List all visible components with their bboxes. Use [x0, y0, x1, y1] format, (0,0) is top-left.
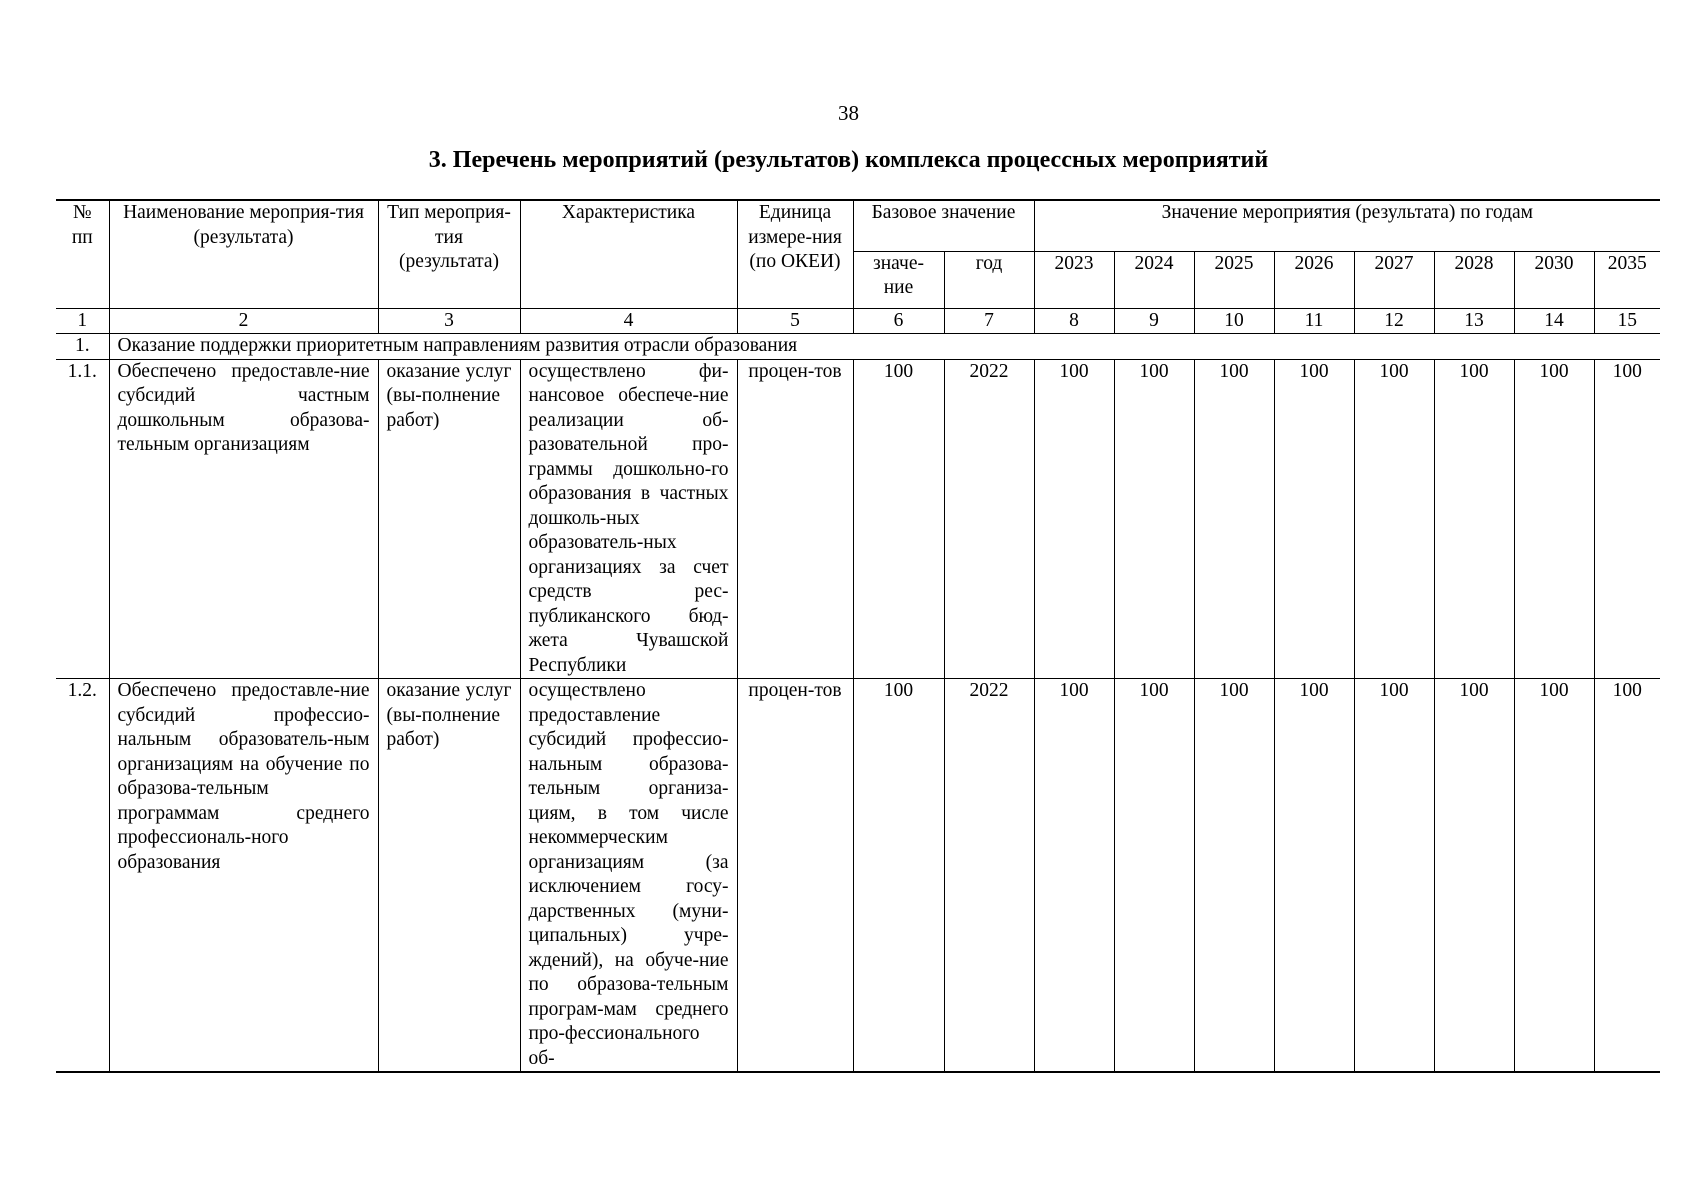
- row-value: 100: [1194, 679, 1274, 1073]
- measures-table: [56, 199, 1660, 1073]
- column-number: 9: [1114, 308, 1194, 334]
- row-value: 100: [1354, 679, 1434, 1073]
- header-year: 2026: [1274, 251, 1354, 308]
- row-value: 100: [1034, 359, 1114, 679]
- column-number: 3: [378, 308, 520, 334]
- column-number: 4: [520, 308, 737, 334]
- row-num: 1.2.: [56, 679, 109, 1073]
- column-number: 1: [56, 308, 109, 334]
- row-characteristic: осуществлено предоставление субсидий профессио-нальным образова-тельным организа-циям, в том числе некоммерческим организациям (за исключением госу-дарственных (муни-ципальных) учре-ждений), на обуче-ние по образова-тельным програм-мам среднего про-фессионального об-: [520, 679, 737, 1073]
- row-value: 100: [1434, 359, 1514, 679]
- header-num: № пп: [56, 200, 109, 308]
- header-base-value: значе-ние: [853, 251, 944, 308]
- table-row: [56, 679, 1660, 1073]
- row-unit: процен-тов: [737, 679, 853, 1073]
- column-number: 13: [1434, 308, 1514, 334]
- column-number: 14: [1514, 308, 1594, 334]
- header-values-by-year: Значение мероприятия (результата) по годам: [1034, 200, 1660, 251]
- column-number: 5: [737, 308, 853, 334]
- header-type: Тип мероприя-тия (результата): [378, 200, 520, 308]
- row-type: оказание услуг (вы-полнение работ): [378, 359, 520, 679]
- row-base-value: 100: [853, 359, 944, 679]
- page-title: 3. Перечень мероприятий (результатов) комплекса процессных мероприятий: [428, 147, 1269, 173]
- column-number: 2: [109, 308, 378, 334]
- row-value: 100: [1434, 679, 1514, 1073]
- header-characteristic: Характеристика: [520, 200, 737, 308]
- column-number: 7: [944, 308, 1034, 334]
- header-year: 2024: [1114, 251, 1194, 308]
- header-year: 2035: [1594, 251, 1660, 308]
- header-base: Базовое значение: [853, 200, 1034, 251]
- row-value: 100: [1194, 359, 1274, 679]
- row-value: 100: [1274, 359, 1354, 679]
- row-base-value: 100: [853, 679, 944, 1073]
- column-number: 15: [1594, 308, 1660, 334]
- column-number: 12: [1354, 308, 1434, 334]
- row-value: 100: [1514, 359, 1594, 679]
- row-base-year: 2022: [944, 359, 1034, 679]
- column-number: 11: [1274, 308, 1354, 334]
- row-unit: процен-тов: [737, 359, 853, 679]
- row-name: Обеспечено предоставле-ние субсидий частным дошкольным образова-тельным организациям: [109, 359, 378, 679]
- section-title: Оказание поддержки приоритетным направлениям развития отрасли образования: [109, 334, 1660, 360]
- row-num: 1.1.: [56, 359, 109, 679]
- row-value: 100: [1594, 679, 1660, 1073]
- header-year: 2030: [1514, 251, 1594, 308]
- table-row: [56, 359, 1660, 679]
- row-base-year: 2022: [944, 679, 1034, 1073]
- row-type: оказание услуг (вы-полнение работ): [378, 679, 520, 1073]
- header-unit: Единица измере-ния (по ОКЕИ): [737, 200, 853, 308]
- section-num: 1.: [56, 334, 109, 360]
- header-year: 2027: [1354, 251, 1434, 308]
- row-name: Обеспечено предоставле-ние субсидий профессио-нальным образователь-ным организациям на обучение по образова-тельным программам среднего профессиональ-ного образования: [109, 679, 378, 1073]
- column-number: 10: [1194, 308, 1274, 334]
- row-value: 100: [1514, 679, 1594, 1073]
- row-value: 100: [1594, 359, 1660, 679]
- header-year: 2028: [1434, 251, 1514, 308]
- row-value: 100: [1114, 359, 1194, 679]
- row-value: 100: [1034, 679, 1114, 1073]
- row-value: 100: [1274, 679, 1354, 1073]
- header-year: 2023: [1034, 251, 1114, 308]
- row-value: 100: [1354, 359, 1434, 679]
- header-name: Наименование мероприя-тия (результата): [109, 200, 378, 308]
- header-year: 2025: [1194, 251, 1274, 308]
- column-number: 8: [1034, 308, 1114, 334]
- row-value: 100: [1114, 679, 1194, 1073]
- header-base-year: год: [944, 251, 1034, 308]
- column-number: 6: [853, 308, 944, 334]
- page-number: 38: [838, 101, 859, 125]
- row-characteristic: осуществлено фи-нансовое обеспече-ние реализации об-разовательной про-граммы дошкольно-го образования в частных дошколь-ных образователь-ных организациях за счет средств рес-публиканского бюд-жета Чувашской Республики: [520, 359, 737, 679]
